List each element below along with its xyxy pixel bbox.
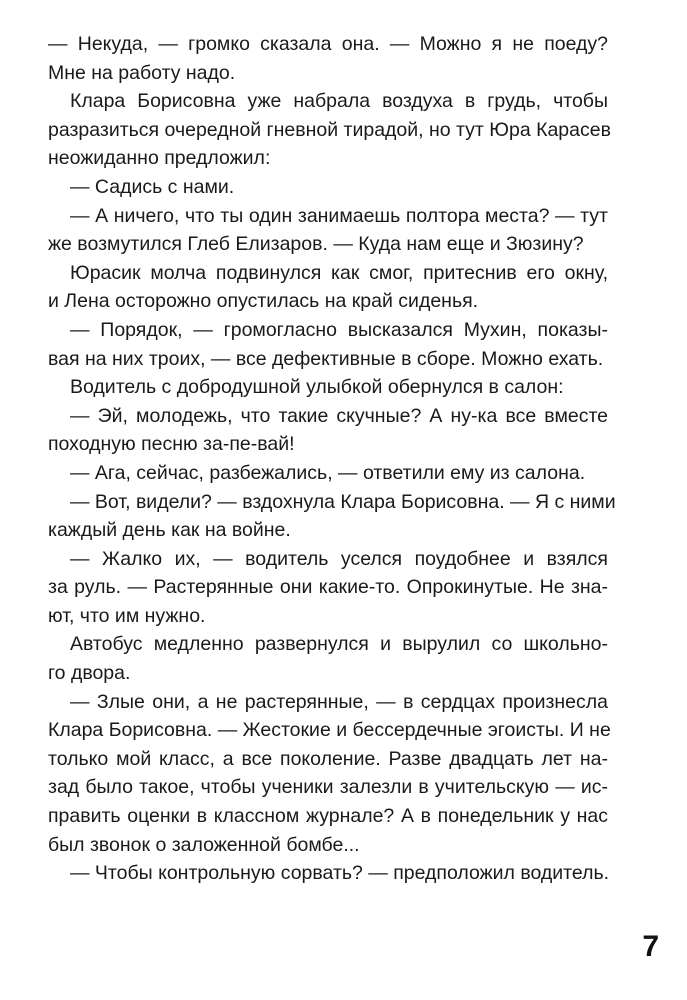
text-line: — Эй, молодежь, что такие скучные? А ну-ка все вместе	[70, 404, 608, 427]
text-line: же возмутился Глеб Елизаров. — Куда нам еще и Зюзину?	[48, 233, 584, 256]
text-line: Мне на работу надо.	[48, 61, 236, 84]
text-line: за руль. — Растерянные они какие-то. Опрокинутые. Не зна-	[48, 576, 608, 599]
text-line: — Некуда, — громко сказала она. — Можно я не поеду?	[48, 33, 608, 55]
text-line: неожиданно предложил:	[48, 147, 271, 170]
text-line: Водитель с добродушной улыбкой обернулся в салон:	[70, 376, 564, 399]
text-line: зад было такое, чтобы ученики залезли в учительскую — ис-	[48, 776, 608, 799]
text-line: Клара Борисовна. — Жестокие и бессердечные эгоисты. И не	[48, 719, 611, 742]
text-line: был звонок о заложенной бомбе...	[48, 833, 360, 856]
text-line: и Лена осторожно опустилась на край сиденья.	[48, 290, 479, 313]
text-line: Юрасик молча подвинулся как смог, притеснив его окну,	[70, 261, 608, 284]
text-line: го двора.	[48, 662, 131, 685]
text-line: вая на них троих, — все дефективные в сборе. Можно ехать.	[48, 347, 604, 370]
text-line: каждый день как на войне.	[48, 519, 291, 542]
text-line: — Злые они, а не растерянные, — в сердцах произнесла	[70, 690, 608, 713]
text-line: разразиться очередной гневной тирадой, но тут Юра Карасев	[48, 118, 611, 141]
text-line: походную песню за-пе-вай!	[48, 433, 295, 456]
text-line: — Жалко их, — водитель уселся поудобнее и взялся	[70, 547, 608, 570]
text-line: только мой класс, а все поколение. Разве двадцать лет на-	[48, 747, 608, 770]
text-line: — Чтобы контрольную сорвать? — предположил водитель.	[70, 862, 610, 885]
text-line: — Вот, видели? — вздохнула Клара Борисовна. — Я с ними	[70, 490, 616, 513]
text-line: Клара Борисовна уже набрала воздуха в грудь, чтобы	[70, 90, 608, 113]
text-line: — Садись с нами.	[70, 175, 235, 198]
text-line: править оценки в классном журнале? А в понедельник у нас	[48, 805, 608, 828]
text-line: — Ага, сейчас, разбежались, — ответили ему из салона.	[70, 461, 586, 484]
text-line: Автобус медленно развернулся и вырулил со школьно-	[70, 633, 608, 656]
text-line: ют, что им нужно.	[48, 604, 206, 627]
page-number: 7	[642, 930, 659, 963]
text-line: — Порядок, — громогласно высказался Мухин, показы-	[70, 318, 608, 341]
body-text	[48, 30, 616, 888]
text-line: — А ничего, что ты один занимаешь полтора места? — тут	[70, 204, 608, 227]
